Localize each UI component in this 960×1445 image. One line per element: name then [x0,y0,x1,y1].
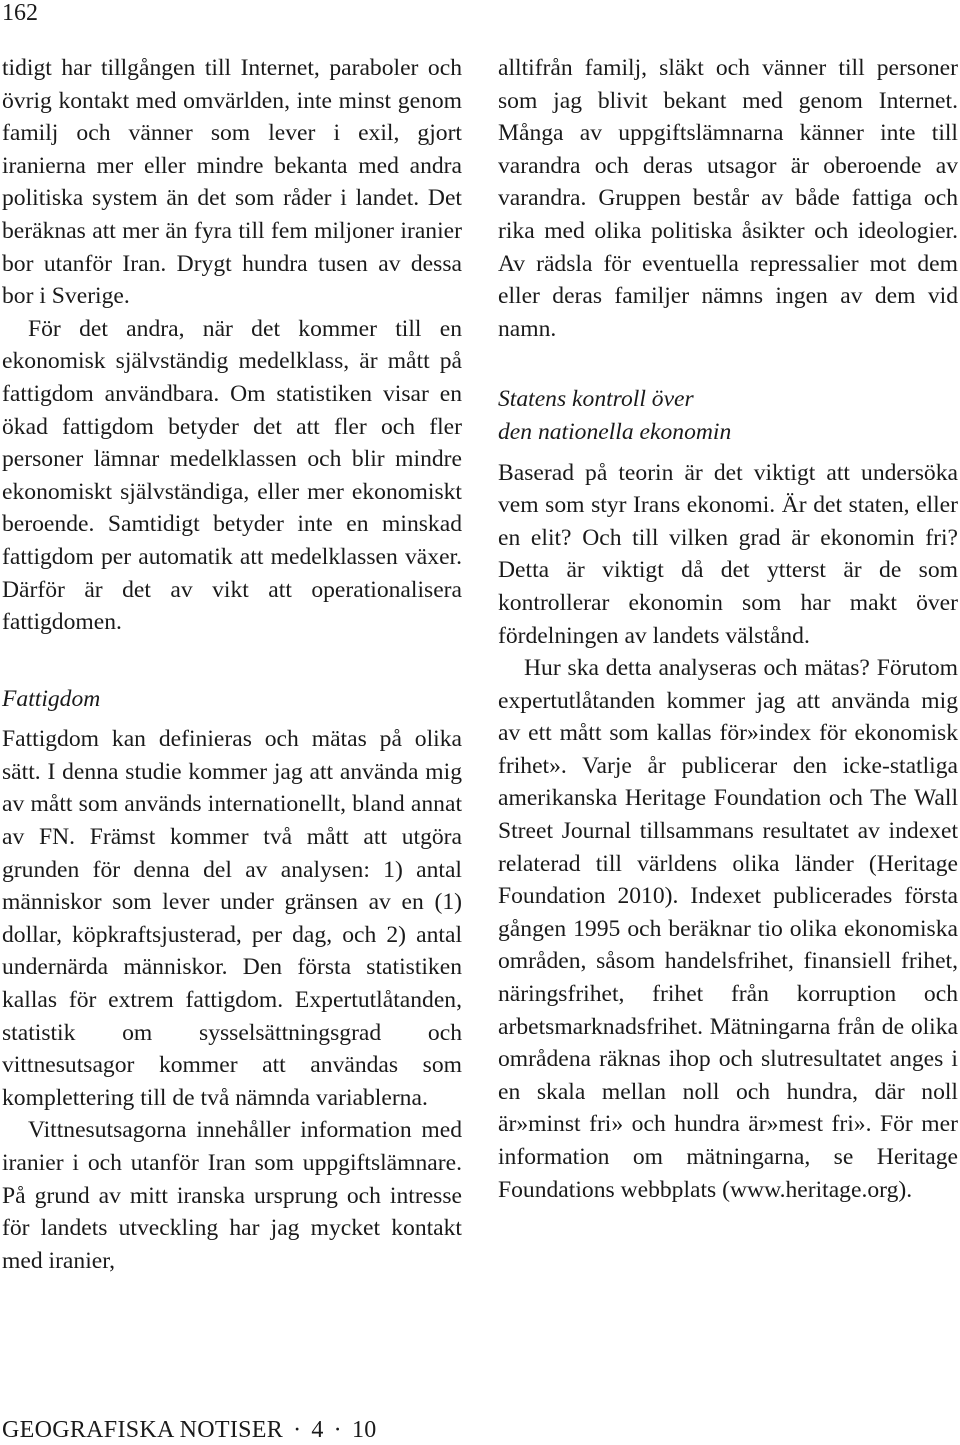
body-paragraph: tidigt har tillgången till Internet, paraboler och övrig kontakt med omvärlden, inte minst genom familj och vänner som lever i exil, gjort iranierna mer eller mindre bekanta med andra politiska system än det som råder i landet. Det beräknas att mer än fyra till fem miljoner iranier bor utanför Iran. Drygt hundra tusen av dessa bor i Sverige. [2,55,462,310]
body-paragraph: Vittnesutsagorna innehåller information med iranier i och utanför Iran som uppgiftslämnare. På grund av mitt iranska ursprung och intresse för landets utveckling har jag mycket kontakt med iranier, [2,1117,462,1274]
body-paragraph: Hur ska detta analyseras och mätas? Förutom expertutlåtanden kommer jag att använda mig av ett mått som kallas för»index för ekonomisk frihet». Varje år publicerar den icke-statliga amerikanska Heritage Foundation och The Wall Street Journal tillsammans resultatet av indexet relaterad till världens olika länder (Heritage Foundation 2010). Indexet publicerades första gången 1995 och beräknar tio olika ekonomiska områden, såsom handelsfrihet, finansiell frihet, näringsfrihet, frihet från korruption och arbetsmarknadsfrihet. Mätningarna från de olika områdena räknas ihop och slutresultatet anges i en skala mellan noll och hundra, där noll är»minst fri» och hundra är»mest fri». För mer information om mätningarna, se Heritage Foundations webbplats (www.heritage.org). [498,655,958,1203]
separator-dot: · [333,1417,342,1443]
section-heading-statens-kontroll [498,383,958,448]
section-heading-line: Statens kontroll över [498,386,694,413]
body-paragraph: För det andra, när det kommer till en ekonomisk självständig medelklass, är mått på fattigdom användbara. Om statistiken visar en ökad fattigdom betyder det att fler och fler personer lämnar medelklassen och blir mindre ekonomiskt självständiga, eller mer ekonomiskt beroende. Samtidigt betyder inte en minskad fattigdom per automatik att medelklassen växer. Därför är det av vikt att operationalisera fattigdomen. [2,315,462,636]
body-paragraph: alltifrån familj, släkt och vänner till personer som jag blivit bekant med genom Internet. Många av uppgiftslämnarna känner inte till varandra och deras utsagor är oberoende av varandra. Gruppen består av både fattiga och rika med olika politiska åsikter och ideologier. Av rädsla för eventuella repressalier mot dem eller deras familjer nämns ingen av dem vid namn. [498,55,958,342]
section-heading-line: den nationella ekonomin [498,418,732,445]
section-heading-fattigdom: Fattigdom [2,685,101,712]
page-number: 162 [2,0,38,26]
year-number: 10 [351,1417,377,1443]
separator-dot: · [293,1417,302,1443]
right-column [498,52,958,1206]
journal-name: GEOGRAFISKA NOTISER [2,1417,284,1443]
body-paragraph: Baserad på teorin är det viktigt att undersöka vem som styr Irans ekonomi. Är det staten, eller en elit? Och till vilken grad är ekonomin fri? Detta är viktigt då det ytterst är de som kontrollerar ekonomin som har makt över fördelningen av landets välstånd. [498,459,958,649]
body-paragraph: Fattigdom kan definieras och mätas på olika sätt. I denna studie kommer jag att använda mig av mått som används internationellt, bland annat av FN. Främst kommer två mått att utgöra grunden för denna del av analysen: 1) antal människor som lever under gränsen av en (1) dollar, köpkraftsjusterad, per dag, och 2) antal undernärda människor. Den första statistiken kallas för extrem fattigdom. Expertutlåtanden, statistik om sysselsättningsgrad och vittnesutsagor kommer att användas som komplettering till de två nämnda variablerna. [2,726,462,1111]
left-column [2,52,462,1277]
running-footer [2,1417,377,1443]
issue-number: 4 [311,1417,324,1443]
